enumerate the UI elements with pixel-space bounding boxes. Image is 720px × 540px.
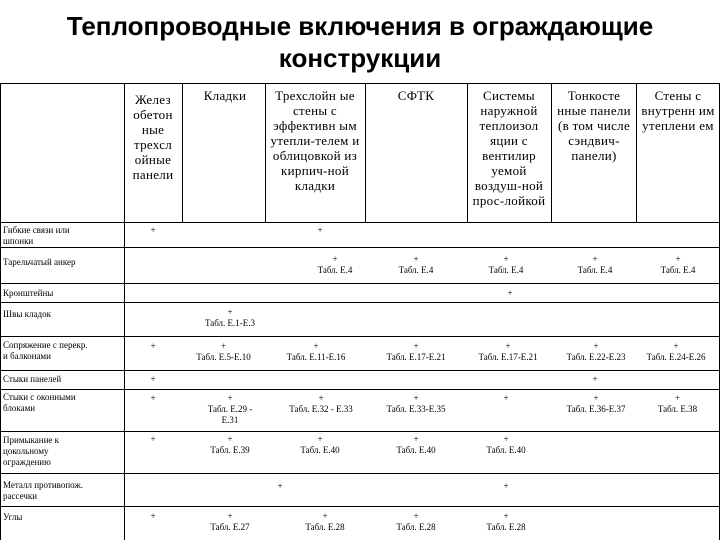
title-line-2: конструкции <box>278 43 442 73</box>
table-cell: + <box>150 511 156 521</box>
table-cell: + Табл. Е.17-Е.21 <box>386 341 446 362</box>
column-header-masonry: Кладки <box>203 88 247 103</box>
table-cell: + <box>150 393 156 403</box>
column-header-ventilated-systems: Системы наружной теплоизол яции с вентилир уемой воздуш-ной прос-лойкой <box>472 88 546 208</box>
table-cell: + Табл. Е.40 <box>300 434 340 455</box>
row-border <box>0 473 720 474</box>
table-cell: + Табл. Е.38 <box>657 393 698 414</box>
table-cell: + Табл. Е.1-Е.3 <box>204 307 256 328</box>
table-cell: + <box>150 225 156 235</box>
table-cell: + Табл. Е.29 - Е.31 <box>207 393 253 425</box>
table-cell: + Табл. Е.4 <box>398 254 434 275</box>
table-cell: + Табл. Е.5-Е.10 <box>196 341 251 362</box>
table-cell: + <box>592 374 598 384</box>
row-label-disc-anchor: Тарельчатый анкер <box>3 257 76 267</box>
table-cell: + Табл. Е.4 <box>577 254 613 275</box>
table-cell: + Табл. Е.32 - Е.33 <box>289 393 353 414</box>
table-cell: + Табл. Е.24-Е.26 <box>646 341 706 362</box>
row-border <box>0 389 720 390</box>
table-cell: + <box>150 434 156 444</box>
row-label-flexible-ties: Гибкие связи или шпонки <box>3 225 70 246</box>
table-cell: + Табл. Е.40 <box>486 434 526 455</box>
row-label-masonry-joints: Швы кладок <box>3 309 51 319</box>
row-border <box>0 283 720 284</box>
table-cell: + Табл. Е.22-Е.23 <box>566 341 626 362</box>
column-border <box>467 83 468 223</box>
row-border <box>0 370 720 371</box>
column-header-three-layer-walls: Трехслойн ые стены с эффективн ым утепли-телем и облицовкой из кирпич-ной кладки <box>270 88 360 193</box>
table-top-border <box>0 83 720 84</box>
table-cell: + <box>277 481 283 491</box>
title-line-1: Теплопроводные включения в ограждающие <box>66 11 654 41</box>
row-border <box>0 506 720 507</box>
column-border <box>265 83 266 223</box>
column-header-sftk: СФТК <box>397 88 435 103</box>
row-label-window-joints: Стыки с оконными блоками <box>3 392 76 413</box>
row-label-floor-balcony-junction: Сопряжение с перекр. и балконами <box>3 340 88 361</box>
row-label-panel-joints: Стыки панелей <box>3 374 62 384</box>
table-cell: + Табл. Е.28 <box>486 511 526 532</box>
column-border <box>0 83 1 540</box>
column-border <box>182 83 183 223</box>
table-cell: + <box>150 341 156 351</box>
table-cell: + Табл. Е.39 <box>210 434 250 455</box>
column-border <box>365 83 366 223</box>
row-label-fire-barriers: Металл противопож. рассечки <box>3 480 83 501</box>
table-cell: + Табл. Е.4 <box>317 254 353 275</box>
table-cell: + <box>150 374 156 384</box>
table-cell: + Табл. Е.28 <box>305 511 345 532</box>
table-cell: + Табл. Е.11-Е.16 <box>286 341 346 362</box>
column-header-rc-panels: Желез обетон ные трехсл ойные панели <box>132 92 174 182</box>
row-border <box>0 431 720 432</box>
table-cell: + <box>503 481 509 491</box>
column-border <box>551 83 552 223</box>
table-cell: + <box>507 288 513 298</box>
header-bottom-border <box>0 222 720 223</box>
table-cell: + Табл. Е.27 <box>210 511 250 532</box>
table-cell: + <box>503 393 509 403</box>
table-cell: + Табл. Е.4 <box>488 254 524 275</box>
row-label-plinth-junction: Примыкание к цокольному ограждению <box>3 435 60 467</box>
row-label-brackets: Кронштейны <box>3 288 54 298</box>
page-title <box>0 10 720 74</box>
table-cell: + Табл. Е.40 <box>396 434 436 455</box>
column-border <box>636 83 637 223</box>
table-cell: + Табл. Е.17-Е.21 <box>478 341 538 362</box>
table-cell: + Табл. Е.36-Е.37 <box>566 393 626 414</box>
row-border <box>0 302 720 303</box>
table-cell: + Табл. Е.33-Е.35 <box>386 393 446 414</box>
table-cell: + Табл. Е.28 <box>396 511 436 532</box>
table-cell: + <box>317 225 323 235</box>
column-header-thin-wall-panels: Тонкосте нные панели (в том числе сэндвич-панели) <box>557 88 631 163</box>
row-border <box>0 336 720 337</box>
row-border <box>0 247 720 248</box>
row-label-corners: Углы <box>3 512 23 522</box>
table-cell: + Табл. Е.4 <box>660 254 696 275</box>
column-header-internal-insulation: Стены с внутренн им утеплени ем <box>641 88 715 133</box>
